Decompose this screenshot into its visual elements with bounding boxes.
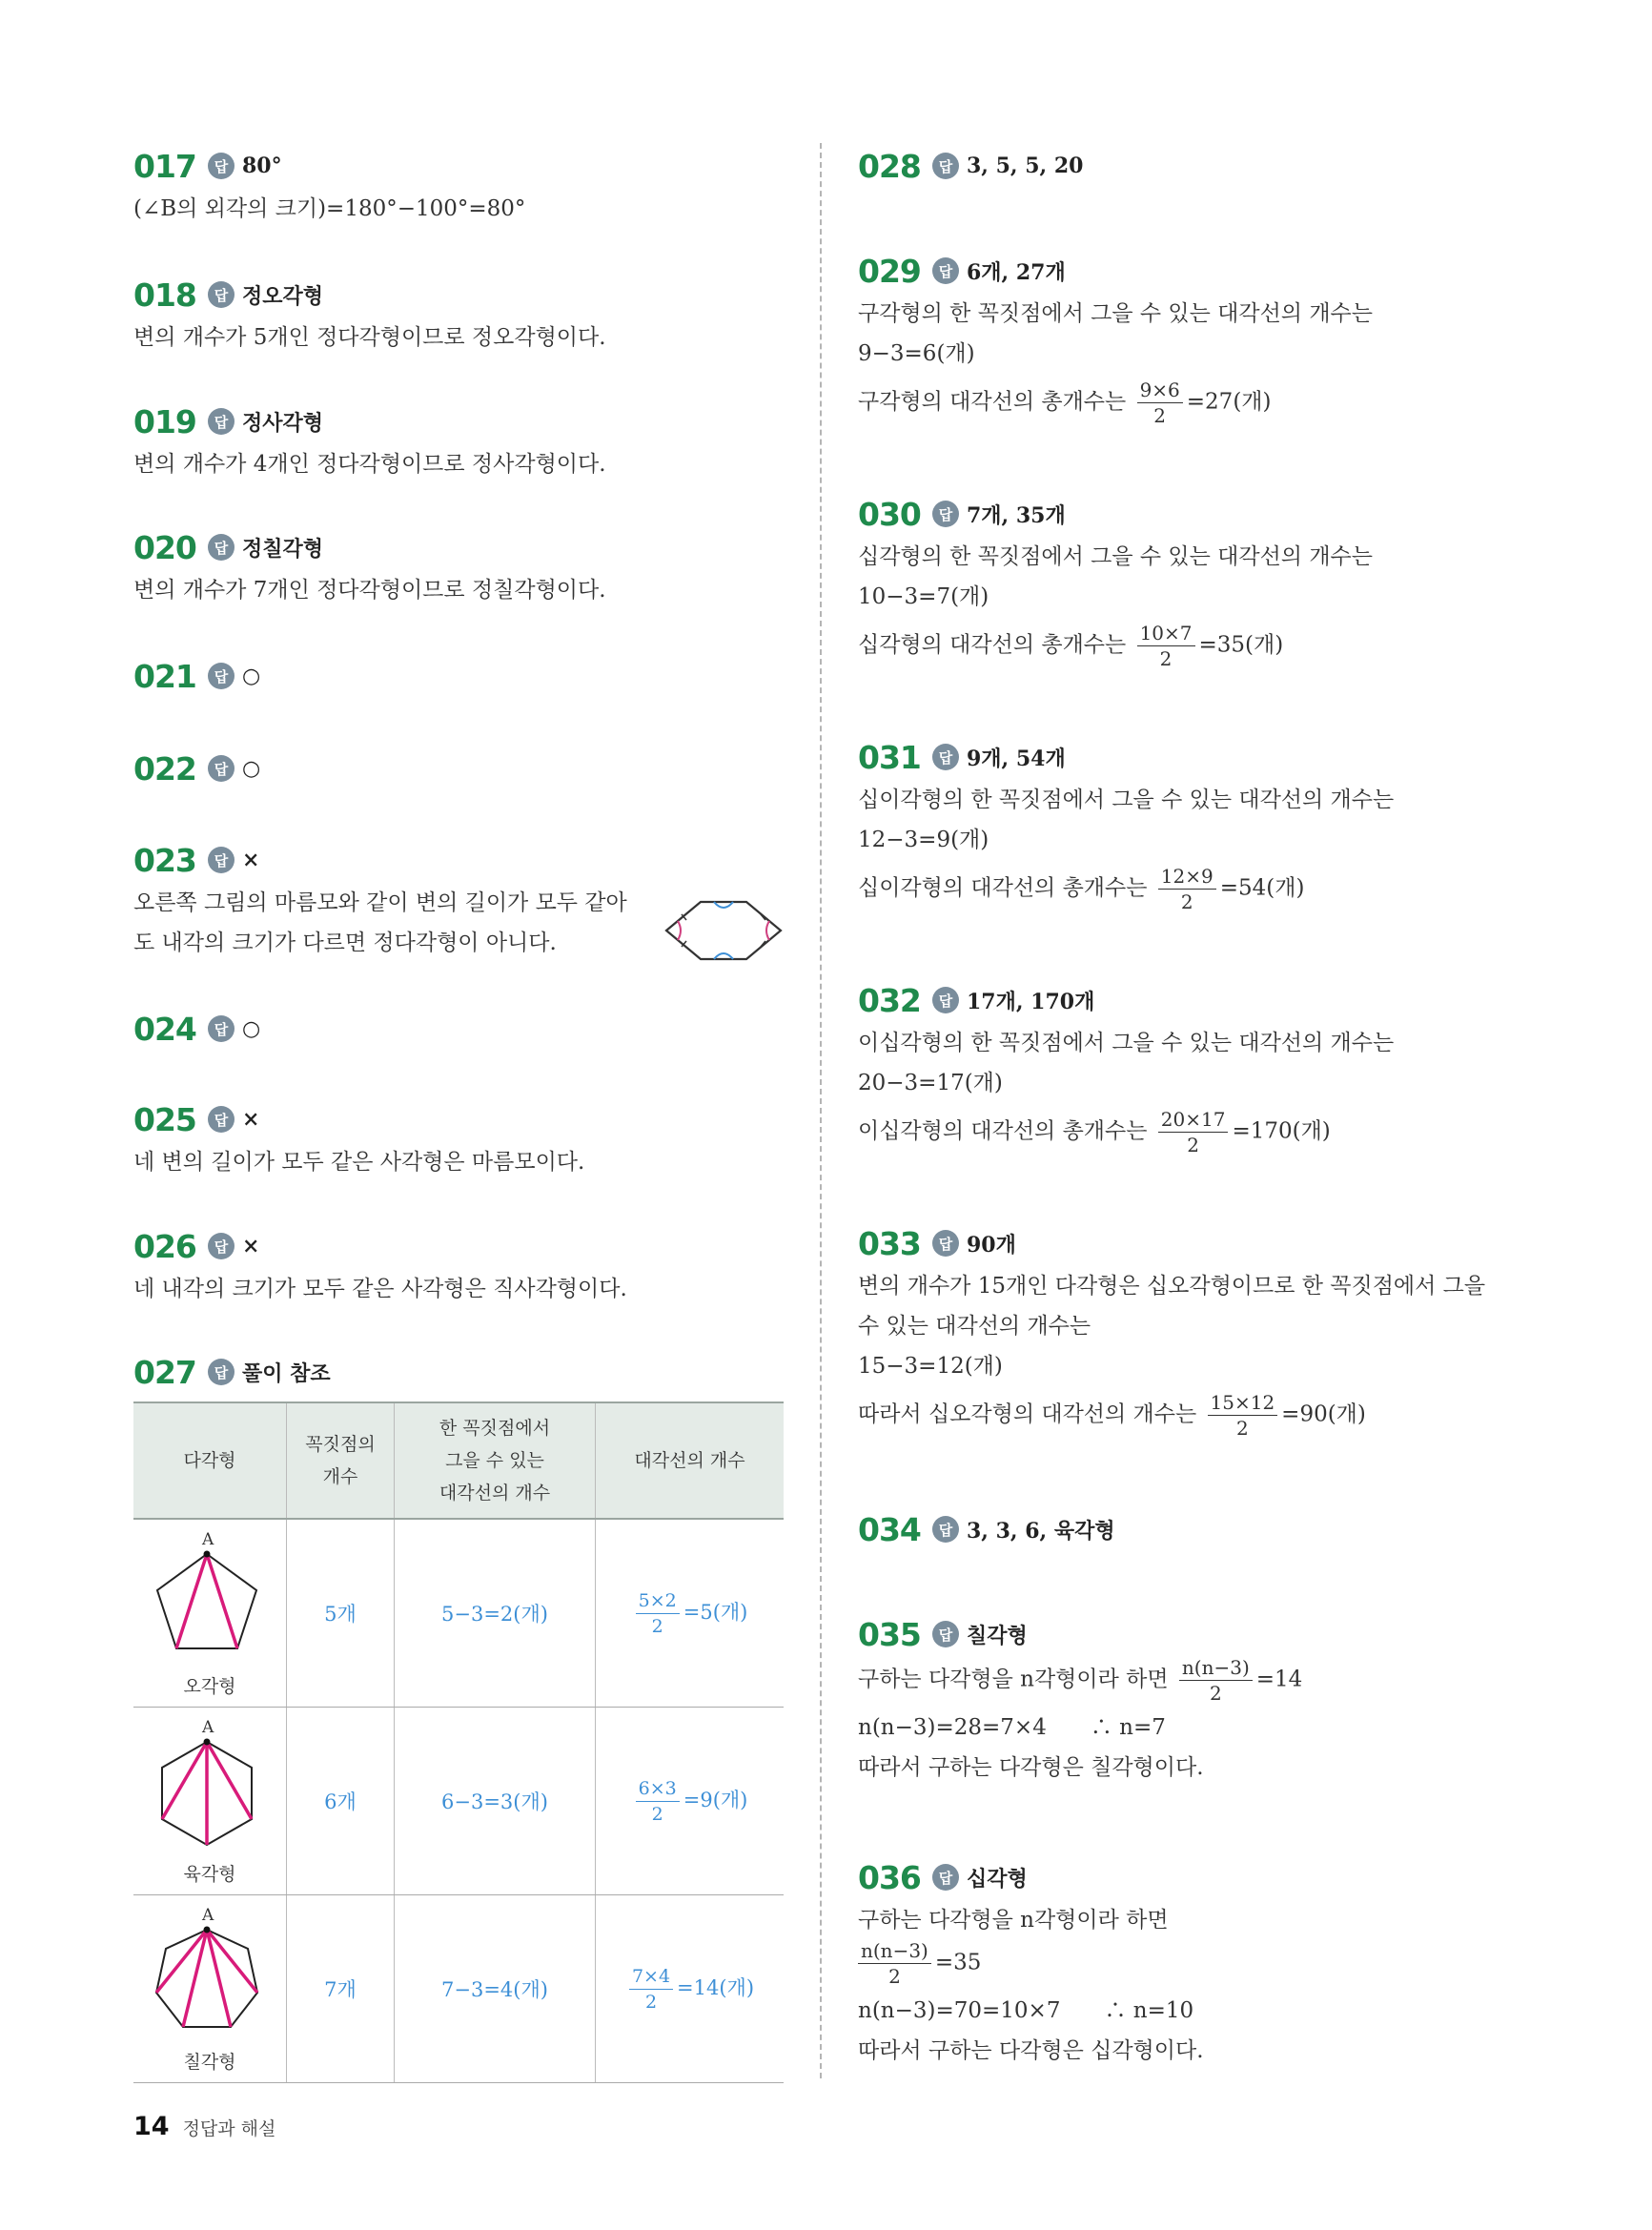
problem-026 (133, 1223, 782, 1309)
solution-line: 수 있는 대각선의 개수는 (858, 1314, 1091, 1339)
solution-line: 오른쪽 그림의 마름모와 같이 변의 길이가 모두 같아 (133, 890, 627, 915)
text: 이십각형의 대각선의 총개수는 (858, 1118, 1148, 1144)
answer: ○ (242, 756, 261, 781)
answer: 풀이 참조 (242, 1361, 331, 1386)
solution-line: 15−3=12(개) (858, 1354, 1003, 1379)
fraction-denominator: 2 (651, 1803, 663, 1825)
answer: 3, 3, 6, 육각형 (967, 1518, 1115, 1544)
polygon-name: 육각형 (183, 1863, 236, 1885)
problem-023 (133, 837, 782, 963)
answer: × (242, 1107, 260, 1132)
problem-025 (133, 1096, 782, 1182)
solution-line: 10−3=7(개) (858, 584, 989, 609)
solution-line: (∠B의 외각의 크기)=180°−100°=80° (133, 196, 526, 221)
problem-number: 026 (133, 1227, 196, 1265)
fraction-denominator: 2 (1159, 647, 1173, 670)
fraction-denominator: 2 (888, 1965, 901, 1988)
problem-number: 030 (858, 495, 921, 533)
problem-028 (858, 143, 1525, 189)
problem-number: 017 (133, 147, 196, 185)
fraction-denominator: 2 (1153, 404, 1167, 427)
pentagon-figure (153, 1529, 267, 1672)
problem-number: 034 (858, 1510, 921, 1548)
problem-number: 022 (133, 749, 196, 788)
page-footer (133, 2112, 275, 2141)
fraction-denominator: 2 (644, 1991, 658, 2013)
answer: 80° (242, 153, 282, 178)
polygon-cell (133, 1895, 287, 2083)
vertex-label: A (202, 1717, 214, 1737)
total-diagonals (596, 1708, 785, 1895)
total-value: =9(개) (683, 1788, 748, 1811)
answer-badge: 답 (932, 744, 959, 770)
vertex-count: 5개 (287, 1519, 395, 1708)
table-row (133, 1895, 784, 2083)
answer-badge: 답 (932, 257, 959, 284)
problem-018 (133, 272, 782, 358)
diagonal-table (133, 1401, 784, 2083)
fraction-numerator: n(n−3) (1179, 1657, 1253, 1681)
solution-line: 도 내각의 크기가 다르면 정다각형이 아니다. (133, 931, 557, 955)
answer-badge: 답 (932, 1516, 959, 1543)
answer: × (242, 848, 260, 872)
vertex-label: A (202, 1905, 214, 1925)
header-from-one-vertex: 한 꼭짓점에서 그을 수 있는 대각선의 개수 (395, 1402, 596, 1519)
solution-line: 12−3=9(개) (858, 828, 989, 852)
answer: 십각형 (967, 1866, 1028, 1892)
solution-line: 9−3=6(개) (858, 341, 975, 366)
solution-line (858, 379, 1525, 426)
fraction-numerator: 10×7 (1137, 623, 1195, 646)
problem-number: 027 (133, 1353, 196, 1391)
problem-031 (858, 734, 1525, 912)
solution-line: 변의 개수가 15개인 다각형은 십오각형이므로 한 꼭짓점에서 그을 (858, 1274, 1486, 1299)
fraction-denominator: 2 (1180, 890, 1193, 913)
total-value: =5(개) (683, 1600, 748, 1624)
text: 십이각형의 대각선의 총개수는 (858, 875, 1148, 901)
problem-034 (858, 1506, 1525, 1552)
solution-line: n(n−3)=70=10×7 ∴ n=10 (858, 1998, 1194, 2023)
answer: 6개, 27개 (967, 259, 1066, 285)
answer-badge: 답 (208, 281, 235, 308)
problem-035 (858, 1611, 1525, 1788)
problem-021 (133, 653, 782, 699)
fraction-denominator: 2 (1209, 1682, 1222, 1705)
answer-badge: 답 (208, 755, 235, 782)
answer: 정사각형 (242, 410, 324, 436)
total-diagonals (596, 1895, 785, 2083)
heptagon-figure (153, 1905, 267, 2048)
solution-line (858, 1657, 1525, 1704)
header-polygon: 다각형 (133, 1402, 287, 1519)
result: =27(개) (1186, 389, 1272, 415)
answer-badge: 답 (208, 847, 235, 873)
problem-029 (858, 248, 1525, 426)
fraction-numerator: 20×17 (1158, 1109, 1229, 1133)
rhombus-figure (663, 896, 785, 965)
fraction-denominator: 2 (651, 1615, 663, 1637)
solution-line (858, 623, 1525, 669)
header-total-diagonals: 대각선의 개수 (596, 1402, 785, 1519)
solution-line: 십이각형의 한 꼭짓점에서 그을 수 있는 대각선의 개수는 (858, 788, 1395, 812)
problem-number: 032 (858, 981, 921, 1019)
total-diagonals (596, 1519, 785, 1708)
polygon-cell (133, 1519, 287, 1708)
answer-badge: 답 (208, 153, 235, 179)
solution-line: 변의 개수가 5개인 정다각형이므로 정오각형이다. (133, 325, 606, 350)
text: 따라서 십오각형의 대각선의 개수는 (858, 1401, 1197, 1427)
fraction-numerator: 6×3 (636, 1778, 680, 1802)
answer: ○ (242, 1016, 261, 1041)
result: =90(개) (1281, 1401, 1366, 1427)
answer: 3, 5, 5, 20 (967, 153, 1084, 178)
diagonals-from-one: 5−3=2(개) (395, 1519, 596, 1708)
problem-number: 028 (858, 147, 921, 185)
problem-number: 021 (133, 657, 196, 695)
problem-number: 033 (858, 1224, 921, 1262)
vertex-count: 6개 (287, 1708, 395, 1895)
solution-line: 따라서 구하는 다각형은 칠각형이다. (858, 1755, 1204, 1780)
solution-line: 구하는 다각형을 n각형이라 하면 (858, 1908, 1169, 1933)
answer: ○ (242, 664, 261, 688)
solution-line (858, 866, 1525, 912)
fraction-denominator: 2 (1235, 1417, 1249, 1440)
result: =35 (934, 1950, 982, 1975)
result: =14 (1255, 1667, 1303, 1692)
fraction-numerator: 7×4 (629, 1966, 673, 1990)
problem-number: 024 (133, 1010, 196, 1048)
polygon-name: 칠각형 (183, 2051, 236, 2073)
problem-017 (133, 143, 782, 229)
answer-badge: 답 (932, 1230, 959, 1257)
text: 구하는 다각형을 n각형이라 하면 (858, 1667, 1169, 1692)
solution-line: 네 변의 길이가 모두 같은 사각형은 마름모이다. (133, 1150, 585, 1175)
problem-number: 023 (133, 841, 196, 879)
problem-number: 019 (133, 402, 196, 440)
answer: 90개 (967, 1232, 1016, 1258)
page-number: 14 (133, 2112, 170, 2141)
diagonals-from-one: 6−3=3(개) (395, 1708, 596, 1895)
polygon-cell (133, 1708, 287, 1895)
table-row (133, 1708, 784, 1895)
answer-badge: 답 (208, 1106, 235, 1133)
fraction-numerator: 15×12 (1208, 1392, 1278, 1416)
text: 십각형의 대각선의 총개수는 (858, 632, 1127, 658)
result: =35(개) (1198, 632, 1284, 658)
fraction-numerator: 12×9 (1158, 866, 1216, 890)
solution-line (858, 1392, 1525, 1439)
answer: × (242, 1234, 260, 1258)
solution-line: n(n−3)=28=7×4 ∴ n=7 (858, 1715, 1166, 1740)
polygon-name: 오각형 (183, 1675, 236, 1697)
answer-badge: 답 (208, 1015, 235, 1042)
solution-line: 십각형의 한 꼭짓점에서 그을 수 있는 대각선의 개수는 (858, 544, 1373, 569)
answer: 정칠각형 (242, 536, 324, 562)
answer: 정오각형 (242, 283, 324, 309)
answer-badge: 답 (932, 153, 959, 179)
header-vertices: 꼭짓점의 개수 (287, 1402, 395, 1519)
fraction-denominator: 2 (1187, 1134, 1199, 1156)
hexagon-figure (153, 1717, 267, 1860)
answer-badge: 답 (932, 1864, 959, 1891)
answer: 17개, 170개 (967, 989, 1095, 1014)
problem-019 (133, 399, 782, 484)
answer-badge: 답 (932, 501, 959, 527)
answer-badge: 답 (932, 1621, 959, 1647)
vertex-label: A (202, 1529, 214, 1549)
problem-020 (133, 524, 782, 610)
problem-number: 035 (858, 1615, 921, 1653)
problem-022 (133, 746, 782, 791)
diagonals-from-one: 7−3=4(개) (395, 1895, 596, 2083)
answer-badge: 답 (208, 1233, 235, 1259)
table-row (133, 1519, 784, 1708)
problem-033 (858, 1220, 1525, 1439)
solution-line (858, 1109, 1525, 1156)
solution-line: 변의 개수가 4개인 정다각형이므로 정사각형이다. (133, 452, 606, 477)
problem-number: 018 (133, 276, 196, 314)
result: =54(개) (1219, 875, 1305, 901)
problem-027 (133, 1349, 782, 1395)
solution-line: 따라서 구하는 다각형은 십각형이다. (858, 2038, 1204, 2063)
total-value: =14(개) (677, 1975, 755, 1999)
vertex-count: 7개 (287, 1895, 395, 2083)
problem-036 (858, 1854, 1525, 2071)
solution-line (858, 1940, 1525, 1987)
problem-030 (858, 491, 1525, 669)
answer-badge: 답 (208, 534, 235, 561)
solution-line: 변의 개수가 7개인 정다각형이므로 정칠각형이다. (133, 578, 606, 603)
result: =170(개) (1232, 1118, 1331, 1144)
problem-number: 031 (858, 738, 921, 776)
solution-line: 20−3=17(개) (858, 1071, 1003, 1095)
answer-badge: 답 (208, 663, 235, 689)
solution-line: 네 내각의 크기가 모두 같은 사각형은 직사각형이다. (133, 1277, 627, 1301)
solution-line: 이십각형의 한 꼭짓점에서 그을 수 있는 대각선의 개수는 (858, 1031, 1395, 1055)
problem-024 (133, 1006, 782, 1052)
problem-number: 020 (133, 528, 196, 566)
footer-label: 정답과 해설 (182, 2118, 276, 2139)
text: 구각형의 대각선의 총개수는 (858, 389, 1127, 415)
answer: 7개, 35개 (967, 502, 1066, 528)
answer-badge: 답 (208, 1359, 235, 1385)
answer-badge: 답 (932, 987, 959, 1013)
answer-badge: 답 (208, 408, 235, 435)
problem-number: 025 (133, 1100, 196, 1138)
column-divider (820, 143, 822, 2078)
fraction-numerator: 9×6 (1137, 379, 1183, 403)
fraction-numerator: n(n−3) (858, 1940, 931, 1964)
problem-032 (858, 977, 1525, 1156)
solution-line: 구각형의 한 꼭짓점에서 그을 수 있는 대각선의 개수는 (858, 301, 1373, 326)
answer: 9개, 54개 (967, 746, 1066, 771)
answer: 칠각형 (967, 1623, 1028, 1648)
fraction-numerator: 5×2 (636, 1590, 680, 1614)
problem-number: 036 (858, 1858, 921, 1896)
problem-number: 029 (858, 252, 921, 290)
